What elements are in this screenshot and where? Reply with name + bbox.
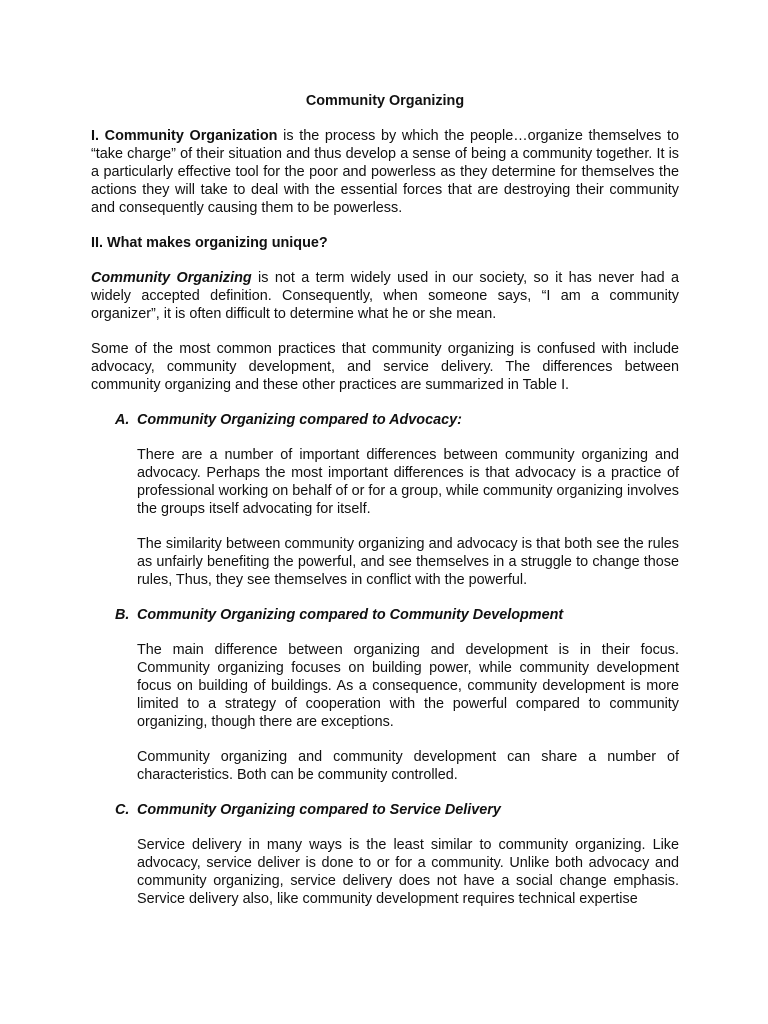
section-2-term: Community Organizing — [91, 270, 252, 286]
document-page — [91, 92, 679, 908]
subsection-b-letter: B. — [115, 607, 130, 623]
subsection-b-paragraph-2: Community organizing and community development can share a number of characteristics. Both can be community controlled. — [137, 749, 679, 783]
subsection-a-heading — [91, 411, 679, 429]
subsection-a-paragraph-2: The similarity between community organizing and advocacy is that both see the rules as unfairly benefiting the powerful, and see themselves in a struggle to change those rules, Thus, they see themselves in conflict with the powerful. — [137, 536, 679, 588]
section-1-text: is the process by which the people…organize themselves to “take charge” of their situation and thus develop a sense of being a community together. It is a particularly effective tool for the poor and powerless as they determine for themselves the actions they will take to deal with the essential forces that are destroying their community and consequently causing them to be powerless. — [91, 128, 679, 216]
subsection-a-title: Community Organizing compared to Advocacy: — [137, 412, 462, 428]
section-2-heading: II. What makes organizing unique? — [91, 235, 328, 251]
section-1-paragraph — [91, 127, 679, 217]
subsection-c-title: Community Organizing compared to Service Delivery — [137, 802, 501, 818]
section-2-paragraph-1 — [91, 269, 679, 323]
subsection-c-heading — [91, 801, 679, 819]
section-2-paragraph-1-text: is not a term widely used in our society, so it has never had a widely accepted definition. Consequently, when someone says, “I am a community organizer”, it is often difficult to determine what he or she mean. — [91, 270, 679, 322]
section-1-label: I. Community Organization — [91, 128, 278, 144]
subsection-a-letter: A. — [115, 412, 130, 428]
subsection-b-title: Community Organizing compared to Community Development — [137, 607, 564, 623]
subsection-b-paragraph-1: The main difference between organizing and development is in their focus. Community organizing focuses on building power, while community development focus on building of buildings. As a consequence, community development is more limited to a strategy of cooperation with the powerful compared to community organizing, though there are exceptions. — [137, 642, 679, 730]
subsection-c-letter: C. — [115, 802, 130, 818]
section-2-paragraph-2: Some of the most common practices that community organizing is confused with include advocacy, community development, and service delivery. The differences between community organizing and these other practices are summarized in Table I. — [91, 341, 679, 393]
document-title: Community Organizing — [305, 93, 465, 109]
subsection-a-paragraph-1: There are a number of important differences between community organizing and advocacy. Perhaps the most important differences is that advocacy is a practice of professional working on behalf of or for a group, while community organizing involves the groups itself advocating for itself. — [137, 447, 679, 517]
subsection-c-paragraph-1: Service delivery in many ways is the least similar to community organizing. Like advocacy, service deliver is done to or for a community. Unlike both advocacy and community organizing, service delivery does not have a social change emphasis. Service delivery also, like community development requires technical expertise — [137, 837, 679, 907]
subsection-b-heading — [91, 606, 679, 624]
